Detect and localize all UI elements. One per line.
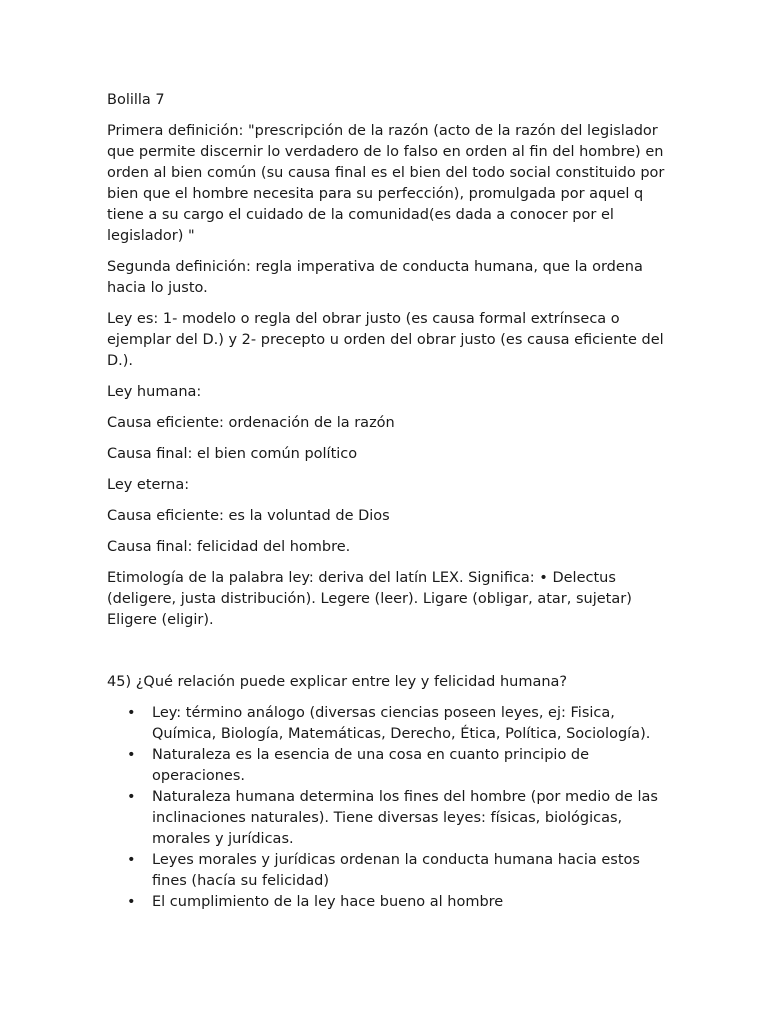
list-item bbox=[107, 745, 667, 787]
list-item bbox=[107, 787, 667, 850]
paragraph-primera-definicion: Primera definición: "prescripción de la razón (acto de la razón del legislador que permite discernir lo verdadero de lo falso en orden al fin del hombre) en orden al bien común (su causa final es el bien del todo social constituido por bien que el hombre necesita para su perfección), promulgada por aquel q tiene a su cargo el cuidado de la comunidad(es dada a conocer por el legislador) " bbox=[107, 123, 665, 244]
list-item-text: El cumplimiento de la ley hace bueno al hombre bbox=[152, 894, 504, 910]
bullet-icon: • bbox=[127, 894, 136, 910]
document-page bbox=[107, 90, 667, 913]
bullet-icon: • bbox=[127, 789, 136, 805]
paragraph-ley-es: Ley es: 1- modelo o regla del obrar justo (es causa formal extrínseca o ejemplar del D.) y 2- precepto u orden del obrar justo (es causa eficiente del D.). bbox=[107, 311, 664, 369]
paragraph-ley-humana: Ley humana: bbox=[107, 384, 202, 400]
bullet-icon: • bbox=[127, 747, 136, 763]
list-item-text: Leyes morales y jurídicas ordenan la conducta humana hacia estos fines (hacía su felicidad) bbox=[152, 852, 640, 889]
question-heading: 45) ¿Qué relación puede explicar entre ley y felicidad humana? bbox=[107, 674, 568, 690]
list-item-text: Ley: término análogo (diversas ciencias poseen leyes, ej: Fisica, Química, Biología, Matemáticas, Derecho, Ética, Política, Sociología). bbox=[152, 705, 651, 742]
blank-line bbox=[107, 641, 667, 672]
list-item bbox=[107, 892, 667, 913]
paragraph-etimologia: Etimología de la palabra ley: deriva del latín LEX. Significa: • Delectus (deligere, justa distribución). Legere (leer). Ligare (obligar, atar, sujetar) Eligere (eligir). bbox=[107, 570, 632, 628]
bullet-list bbox=[107, 703, 667, 913]
paragraph-ley-humana-causa-eficiente: Causa eficiente: ordenación de la razón bbox=[107, 415, 395, 431]
paragraph-ley-humana-causa-final: Causa final: el bien común político bbox=[107, 446, 358, 462]
paragraph-ley-eterna-causa-eficiente: Causa eficiente: es la voluntad de Dios bbox=[107, 508, 390, 524]
list-item-text: Naturaleza es la esencia de una cosa en cuanto principio de operaciones. bbox=[152, 747, 590, 784]
list-item bbox=[107, 703, 667, 745]
paragraph-ley-eterna: Ley eterna: bbox=[107, 477, 190, 493]
paragraph-ley-eterna-causa-final: Causa final: felicidad del hombre. bbox=[107, 539, 351, 555]
bullet-icon: • bbox=[127, 705, 136, 721]
document-title: Bolilla 7 bbox=[107, 92, 165, 108]
bullet-icon: • bbox=[127, 852, 136, 868]
list-item-text: Naturaleza humana determina los fines del hombre (por medio de las inclinaciones naturales). Tiene diversas leyes: físicas, biológicas, morales y jurídicas. bbox=[152, 789, 658, 847]
paragraph-segunda-definicion: Segunda definición: regla imperativa de conducta humana, que la ordena hacia lo justo. bbox=[107, 259, 643, 296]
list-item bbox=[107, 850, 667, 892]
